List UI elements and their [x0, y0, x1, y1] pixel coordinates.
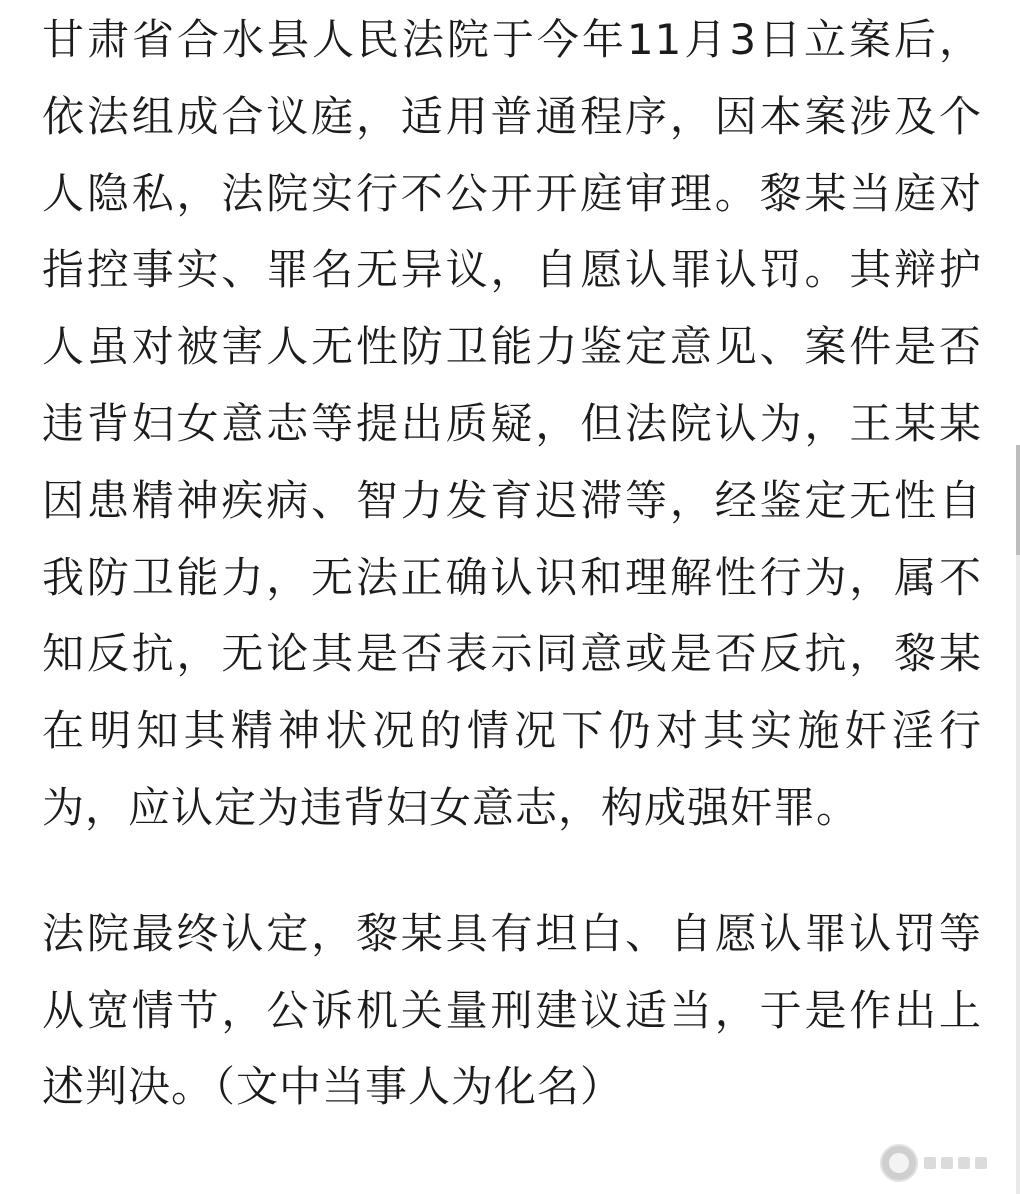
article-paragraph: 甘肃省合水县人民法院于今年11月3日立案后，依法组成合议庭，适用普通程序，因本案涉及个人隐私，法院实行不公开开庭审理。黎某当庭对指控事实、罪名无异议，自愿认罪认罚。其辩护人虽对被害人无性防卫能力鉴定意见、案件是否违背妇女意志等提出质疑，但法院认为，王某某因患精神疾病、智力发育迟滞等，经鉴定无性自我防卫能力，无法正确认识和理解性行为，属不知反抗，无论其是否表示同意或是否反抗，黎某在明知其精神状况的情况下仍对其实施奸淫行为，应认定为违背妇女意志，构成强奸罪。	[42, 15, 982, 832]
watermark-glyph	[941, 1157, 953, 1169]
scrollbar[interactable]	[1016, 445, 1020, 1194]
article-body	[42, 0, 982, 1126]
watermark-logo-icon	[880, 1144, 918, 1182]
watermark-glyph	[924, 1157, 936, 1169]
watermark-glyph	[975, 1157, 987, 1169]
watermark-glyph	[958, 1157, 970, 1169]
article-paragraph: 法院最终认定，黎某具有坦白、自愿认罪认罚等从宽情节，公诉机关量刑建议适当，于是作出上述判决。（文中当事人为化名）	[42, 908, 982, 1112]
watermark-glyphs	[924, 1157, 987, 1169]
brand-watermark-icon	[880, 1143, 1005, 1183]
scrollbar-thumb[interactable]	[1016, 445, 1020, 555]
